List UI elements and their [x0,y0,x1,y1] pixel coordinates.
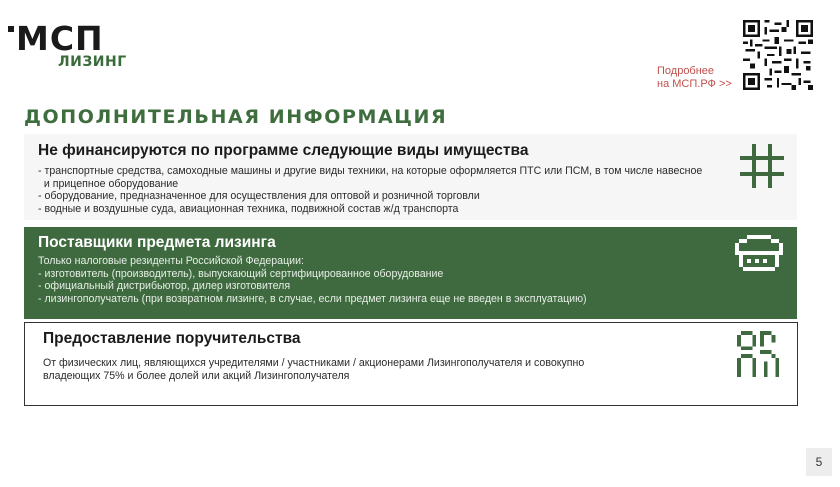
card-title: Поставщики предмета лизинга [38,234,276,251]
basket-icon [735,235,783,275]
msp-leasing-logo [8,19,127,74]
card-line: и прицепное оборудование [38,177,179,190]
card-line: - водные и воздушные суда, авиационная техника, подвижной состав ж/д транспорта [38,202,459,215]
card-line: - лизингополучатель (при возвратном лизинге, в случае, если предмет лизинга еще не введен в эксплуатацию) [38,292,587,305]
more-link-line-2: на МСП.РФ >> [657,78,732,90]
card-line: От физических лиц, являющихся учредителями / участниками / акционерами Лизингополучателя и совокупно [43,357,585,369]
card-line: - оборудование, предназначенное для осуществления для оптовой и розничной торговли [38,190,480,203]
card-line: - изготовитель (производитель), выпускающий сертифицированное оборудование [38,267,444,280]
card-guarantee [24,322,798,406]
users-icon [737,331,783,377]
card-line: - официальный дистрибьютор, дилер изготовителя [38,280,291,293]
card-line: Только налоговые резиденты Российской Федерации: [38,255,304,267]
more-info-link[interactable] [657,65,732,91]
card-text [38,165,738,215]
hash-icon [740,144,784,188]
logo-tick-mark [8,26,14,32]
card-line: владеющих 75% и более долей или акций Лизингополучателя [43,369,350,382]
section-title: ДОПОЛНИТЕЛЬНАЯ ИНФОРМАЦИЯ [24,106,448,128]
logo-sub-text: ЛИЗИНГ [58,54,127,70]
card-not-financed [24,134,797,220]
logo-main-text: МСП [16,19,104,58]
page-number: 5 [806,448,832,476]
card-title: Не финансируются по программе следующие виды имущества [38,142,529,159]
card-line: - транспортные средства, самоходные машины и другие виды техники, на которые оформляется ПТС или ПСМ, в том числе навесное [38,165,703,177]
card-title: Предоставление поручительства [43,330,301,347]
more-link-line-1: Подробнее [657,65,715,77]
card-suppliers [24,227,797,319]
qr-code-icon[interactable] [743,20,813,90]
card-text [38,255,738,305]
card-text [43,357,643,382]
